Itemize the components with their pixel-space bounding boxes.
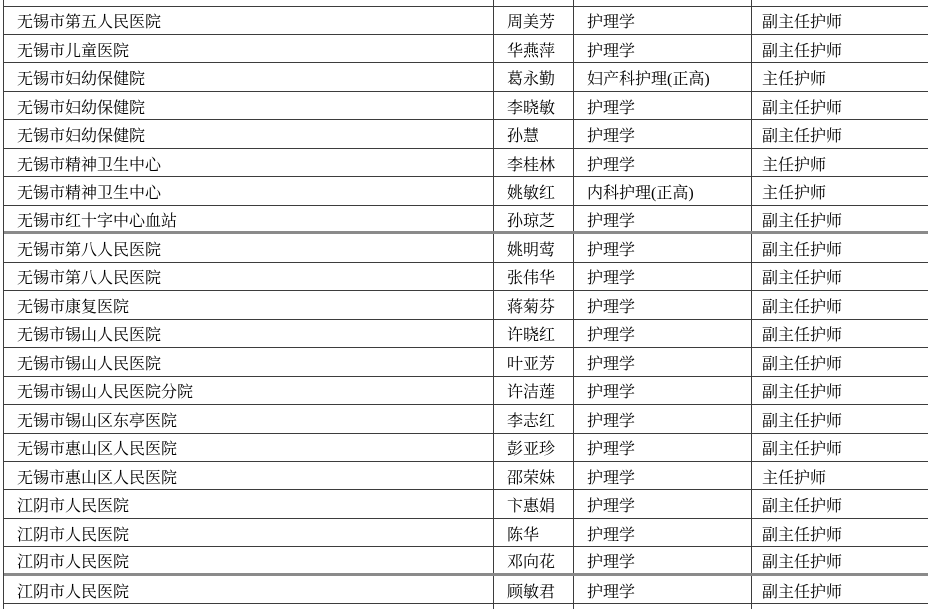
name-cell: 李桂林 — [494, 149, 574, 176]
hospital-cell: 无锡市康复医院 — [4, 291, 494, 318]
name-cell: 蒋菊芬 — [494, 291, 574, 318]
hospital-cell: 无锡市锡山人民医院 — [4, 320, 494, 347]
title-cell: 副主任护师 — [762, 241, 843, 259]
name-cell — [494, 0, 574, 6]
table-row — [4, 377, 928, 405]
table-row — [4, 120, 928, 148]
title-cell: 副主任护师 — [762, 212, 843, 230]
hospital-cell: 无锡市红十字中心血站 — [4, 206, 494, 231]
title-cell: 主任护师 — [762, 469, 827, 487]
table-row — [4, 206, 928, 234]
hospital-cell: 无锡市妇幼保健院 — [4, 63, 494, 90]
hospital-cell — [4, 0, 494, 6]
specialty-cell: 护理学 — [574, 320, 752, 347]
name-cell: 姚明莺 — [494, 234, 574, 261]
name-cell: 许晓红 — [494, 320, 574, 347]
hospital-cell: 无锡市妇幼保健院 — [4, 92, 494, 119]
title-cell: 副主任护师 — [762, 327, 843, 345]
name-cell: 孙琼芝 — [494, 206, 574, 231]
title-cell: 副主任护师 — [762, 128, 843, 146]
specialty-cell: 护理学 — [574, 434, 752, 461]
title-cell — [752, 604, 928, 609]
hospital-cell: 无锡市儿童医院 — [4, 35, 494, 62]
title-cell: 副主任护师 — [762, 498, 843, 516]
name-cell: 华燕萍 — [494, 35, 574, 62]
title-cell: 副主任护师 — [762, 526, 843, 544]
name-cell: 卞惠娟 — [494, 490, 574, 517]
hospital-cell: 江阴市人民医院 — [4, 547, 494, 572]
table-row — [4, 434, 928, 462]
specialty-cell — [574, 604, 752, 609]
hospital-cell: 江阴市人民医院 — [4, 576, 494, 603]
hospital-cell — [4, 604, 494, 609]
title-cell: 主任护师 — [762, 71, 827, 89]
specialty-cell: 护理学 — [574, 120, 752, 147]
title-cell: 副主任护师 — [762, 298, 843, 316]
specialty-cell: 护理学 — [574, 234, 752, 261]
title-cell: 副主任护师 — [762, 14, 843, 32]
specialty-cell: 护理学 — [574, 206, 752, 231]
title-cell: 副主任护师 — [762, 384, 843, 402]
hospital-cell: 无锡市惠山区人民医院 — [4, 462, 494, 489]
title-cell: 副主任护师 — [762, 99, 843, 117]
title-cell: 副主任护师 — [762, 583, 843, 601]
table-row — [4, 291, 928, 319]
hospital-cell: 无锡市精神卫生中心 — [4, 177, 494, 204]
title-cell: 副主任护师 — [762, 554, 843, 572]
hospital-cell: 无锡市妇幼保健院 — [4, 120, 494, 147]
name-cell: 彭亚珍 — [494, 434, 574, 461]
title-cell: 副主任护师 — [762, 355, 843, 373]
table-row — [4, 177, 928, 205]
table-row — [4, 490, 928, 518]
name-cell: 邓向花 — [494, 547, 574, 572]
specialty-cell: 护理学 — [574, 490, 752, 517]
name-cell: 葛永勤 — [494, 63, 574, 90]
specialty-cell: 护理学 — [574, 291, 752, 318]
specialty-cell: 内科护理(正高) — [574, 177, 752, 204]
name-cell: 姚敏红 — [494, 177, 574, 204]
name-cell: 李志红 — [494, 405, 574, 432]
name-cell: 孙慧 — [494, 120, 574, 147]
table-row — [4, 92, 928, 120]
specialty-cell: 护理学 — [574, 149, 752, 176]
hospital-cell: 无锡市第八人民医院 — [4, 263, 494, 290]
name-cell: 许洁莲 — [494, 377, 574, 404]
hospital-cell: 无锡市锡山人民医院 — [4, 348, 494, 375]
table-row — [4, 405, 928, 433]
table-row — [4, 519, 928, 547]
title-cell: 副主任护师 — [762, 42, 843, 60]
table-row — [4, 234, 928, 262]
hospital-cell: 无锡市第八人民医院 — [4, 234, 494, 261]
name-cell: 周美芳 — [494, 7, 574, 34]
title-cell — [752, 0, 928, 6]
hospital-cell: 无锡市第五人民医院 — [4, 7, 494, 34]
hospital-cell: 无锡市惠山区人民医院 — [4, 434, 494, 461]
table-row — [4, 35, 928, 63]
table-row — [4, 263, 928, 291]
table-row — [4, 576, 928, 604]
specialty-cell — [574, 0, 752, 6]
name-cell: 张伟华 — [494, 263, 574, 290]
title-cell: 副主任护师 — [762, 412, 843, 430]
hospital-cell: 无锡市精神卫生中心 — [4, 149, 494, 176]
table-row — [4, 320, 928, 348]
name-cell: 叶亚芳 — [494, 348, 574, 375]
records-table — [3, 0, 928, 609]
title-cell: 主任护师 — [762, 185, 827, 203]
hospital-cell: 江阴市人民医院 — [4, 490, 494, 517]
table-row — [4, 7, 928, 35]
title-cell: 副主任护师 — [762, 270, 843, 288]
specialty-cell: 护理学 — [574, 92, 752, 119]
specialty-cell: 护理学 — [574, 7, 752, 34]
specialty-cell: 护理学 — [574, 405, 752, 432]
name-cell: 陈华 — [494, 519, 574, 546]
name-cell: 邵荣妹 — [494, 462, 574, 489]
specialty-cell: 护理学 — [574, 547, 752, 572]
specialty-cell: 护理学 — [574, 348, 752, 375]
title-cell: 副主任护师 — [762, 441, 843, 459]
table-row — [4, 462, 928, 490]
hospital-cell: 无锡市锡山区东亭医院 — [4, 405, 494, 432]
name-cell: 李晓敏 — [494, 92, 574, 119]
specialty-cell: 护理学 — [574, 519, 752, 546]
table-row — [4, 547, 928, 575]
specialty-cell: 妇产科护理(正高) — [574, 63, 752, 90]
records-table-body — [4, 7, 928, 605]
specialty-cell: 护理学 — [574, 462, 752, 489]
table-row — [4, 348, 928, 376]
title-cell: 主任护师 — [762, 156, 827, 174]
hospital-cell: 无锡市锡山人民医院分院 — [4, 377, 494, 404]
table-row — [4, 63, 928, 91]
specialty-cell: 护理学 — [574, 377, 752, 404]
hospital-cell: 江阴市人民医院 — [4, 519, 494, 546]
table-row — [4, 149, 928, 177]
name-cell — [494, 604, 574, 609]
name-cell: 顾敏君 — [494, 576, 574, 603]
specialty-cell: 护理学 — [574, 35, 752, 62]
specialty-cell: 护理学 — [574, 576, 752, 603]
specialty-cell: 护理学 — [574, 263, 752, 290]
partial-row-bottom — [4, 604, 928, 609]
